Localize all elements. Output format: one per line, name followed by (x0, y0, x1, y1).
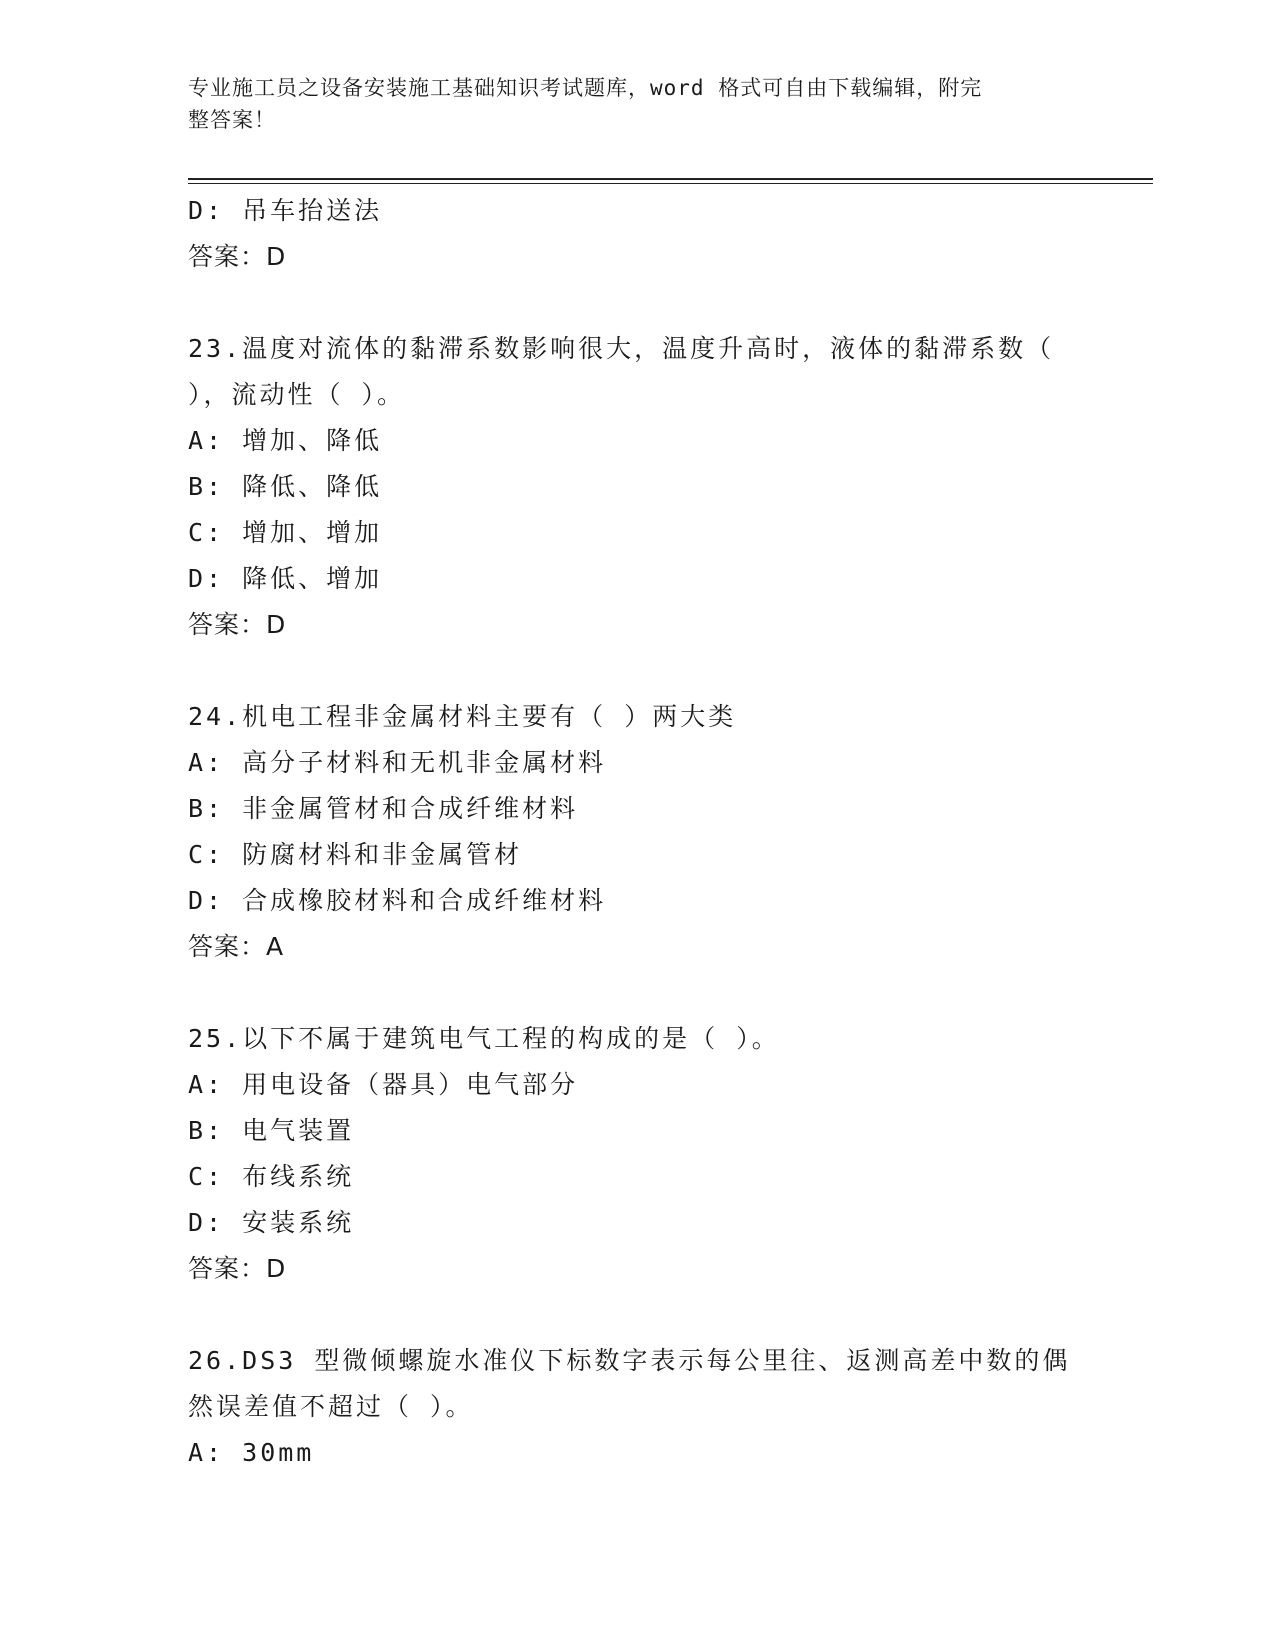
question-text-continued: 然误差值不超过（ ）。 (188, 1392, 474, 1421)
question-text: 23.温度对流体的黏滞系数影响很大，温度升高时，液体的黏滞系数（ (188, 334, 1055, 363)
option-c: C: 防腐材料和非金属管材 (188, 840, 523, 869)
page-header (188, 72, 1068, 136)
spacer (188, 1292, 1088, 1338)
answer-line: 答案：D (188, 1254, 287, 1283)
option-c: C: 增加、增加 (188, 518, 383, 547)
question-content (188, 188, 1088, 1476)
answer-line: 答案：D (188, 610, 287, 639)
option-a: A: 30mm (188, 1438, 315, 1467)
option-a: A: 增加、降低 (188, 426, 383, 455)
question-24 (188, 694, 1088, 970)
option-a: A: 用电设备（器具）电气部分 (188, 1070, 579, 1099)
spacer (188, 970, 1088, 1016)
option-b: B: 非金属管材和合成纤维材料 (188, 794, 579, 823)
answer-line: 答案：A (188, 932, 285, 961)
header-line-1: 专业施工员之设备安装施工基础知识考试题库，word 格式可自由下载编辑，附完 (188, 76, 983, 100)
question-23 (188, 326, 1088, 648)
option-b: B: 降低、降低 (188, 472, 383, 501)
option-d: D: 吊车抬送法 (188, 196, 383, 225)
header-divider-thin (188, 183, 1153, 184)
question-25 (188, 1016, 1088, 1292)
previous-question-tail (188, 188, 1088, 280)
option-d: D: 降低、增加 (188, 564, 383, 593)
header-divider-thick (188, 178, 1153, 180)
spacer (188, 280, 1088, 326)
question-text: 25.以下不属于建筑电气工程的构成的是（ ）。 (188, 1024, 780, 1053)
option-a: A: 高分子材料和无机非金属材料 (188, 748, 607, 777)
option-c: C: 布线系统 (188, 1162, 355, 1191)
question-26 (188, 1338, 1088, 1476)
option-d: D: 合成橡胶材料和合成纤维材料 (188, 886, 607, 915)
question-text-continued: ），流动性（ ）。 (188, 380, 406, 409)
question-text: 26.DS3 型微倾螺旋水准仪下标数字表示每公里往、返测高差中数的偶 (188, 1346, 1071, 1375)
question-text: 24.机电工程非金属材料主要有（ ）两大类 (188, 702, 737, 731)
answer-line: 答案：D (188, 242, 287, 271)
option-d: D: 安装系统 (188, 1208, 355, 1237)
spacer (188, 648, 1088, 694)
option-b: B: 电气装置 (188, 1116, 355, 1145)
header-line-2: 整答案！ (188, 108, 276, 132)
